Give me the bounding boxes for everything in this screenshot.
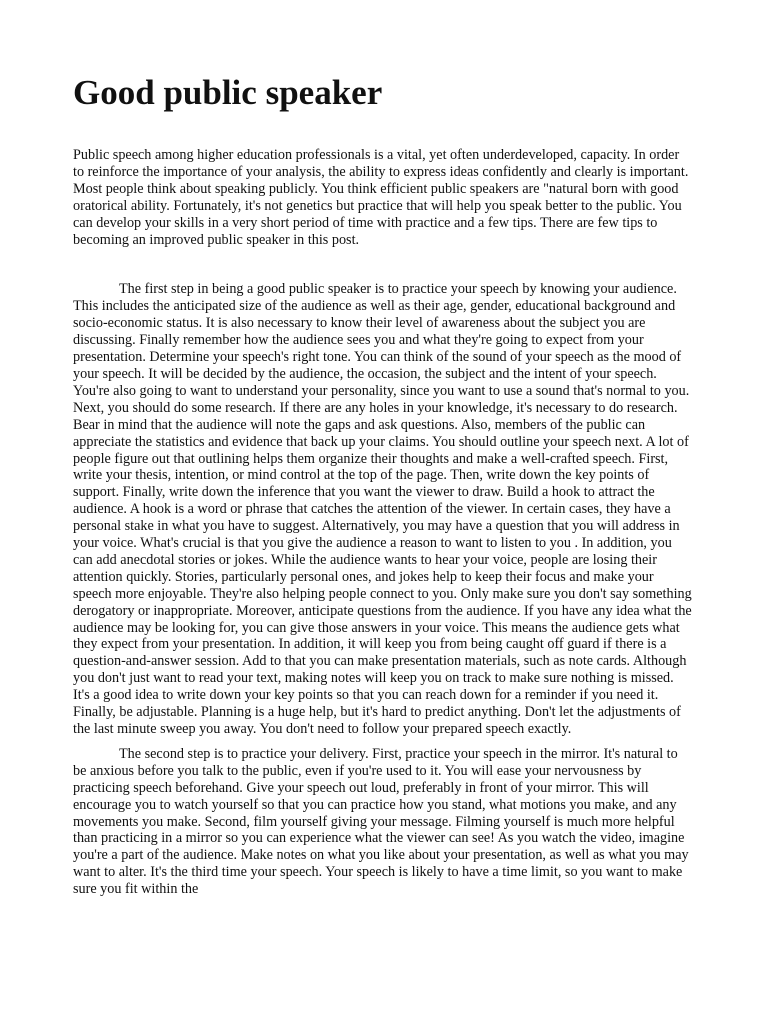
body-paragraph-second-step: The second step is to practice your delivery. First, practice your speech in the mirror. It's natural to be anxious before you talk to the public, even if you're used to it. You will ease your nervousness by practicing speech beforehand. Give your speech out loud, preferably in front of your mirror. This will encourage you to watch yourself so that you can practice how you stand, what motions you make, and any movements you make. Second, film yourself giving your message. Filming yourself is much more helpful than practicing in a mirror so you can experience what the viewer can see! As you watch the video, imagine you're a part of the audience. Make notes on what you like about your presentation, as well as what you may want to alter. It's the third time your speech. Your speech is likely to have a time limit, so you want to make sure you fit within the	[73, 745, 689, 898]
document-title: Good public speaker	[73, 73, 383, 112]
intro-paragraph: Public speech among higher education professionals is a vital, yet often underdeveloped, capacity. In order to reinforce the importance of your analysis, the ability to express ideas confidently and clearly is important. Most people think about speaking publicly. You think efficient public speakers are "natural born with good oratorical ability. Fortunately, it's not genetics but practice that will help you speak better to the public. You can develop your skills in a very short period of time with practice and a few tips. There are few tips to becoming an improved public speaker in this post.	[73, 147, 689, 248]
body-paragraph-first-step: The first step in being a good public speaker is to practice your speech by knowing your audience. This includes the anticipated size of the audience as well as their age, gender, educational background and socio-economic status. It is also necessary to know their level of awareness about the subject you are discussing. Finally remember how the audience sees you and what they're going to expect from your presentation. Determine your speech's right tone. You can think of the sound of your speech as the mood of your speech. It will be decided by the audience, the occasion, the subject and the intent of your speech. You're also going to want to understand your personality, since you want to use a sound that's normal to you. Next, you should do some research. If there are any holes in your knowledge, it's necessary to do research. Bear in mind that the audience will note the gaps and ask questions. Also, members of the public can appreciate the statistics and evidence that back up your claims. You should outline your speech next. A lot of people figure out that outlining helps them organize their thoughts and make a well-crafted speech. First, write your thesis, intention, or mind control at the top of the page. Then, write down the key points of support. Finally, write down the inference that you want the viewer to draw. Build a hook to attract the audience. A hook is a word or phrase that catches the attention of the viewer. In certain cases, they have a personal stake in what you have to suggest. Alternatively, you may have a question that you will address in your voice. What's crucial is that you give the audience a reason to want to listen to you . In addition, you can add anecdotal stories or jokes. While the audience wants to hear your voice, people are losing their attention quickly. Stories, particularly personal ones, and jokes help to keep their focus and make your speech more enjoyable. They're also helping people connect to you. Only make sure you don't say something derogatory or inappropriate. Moreover, anticipate questions from the audience. If you have any idea what the audience may be looking for, you can give those answers in your voice. This means the audience gets what they expect from your presentation. In addition, it will keep you from being caught off guard if there is a question-and-answer session. Add to that you can make presentation materials, such as note cards. Although you don't just want to read your text, making notes will keep you on track to make sure nothing is missed. It's a good idea to write down your key points so that you can reach down for a reminder if you need it. Finally, be adjustable. Planning is a huge help, but it's hard to predict anything. Don't let the adjustments of the last minute sweep you away. You don't need to follow your prepared speech exactly.	[73, 281, 692, 737]
document-page	[73, 0, 693, 1024]
